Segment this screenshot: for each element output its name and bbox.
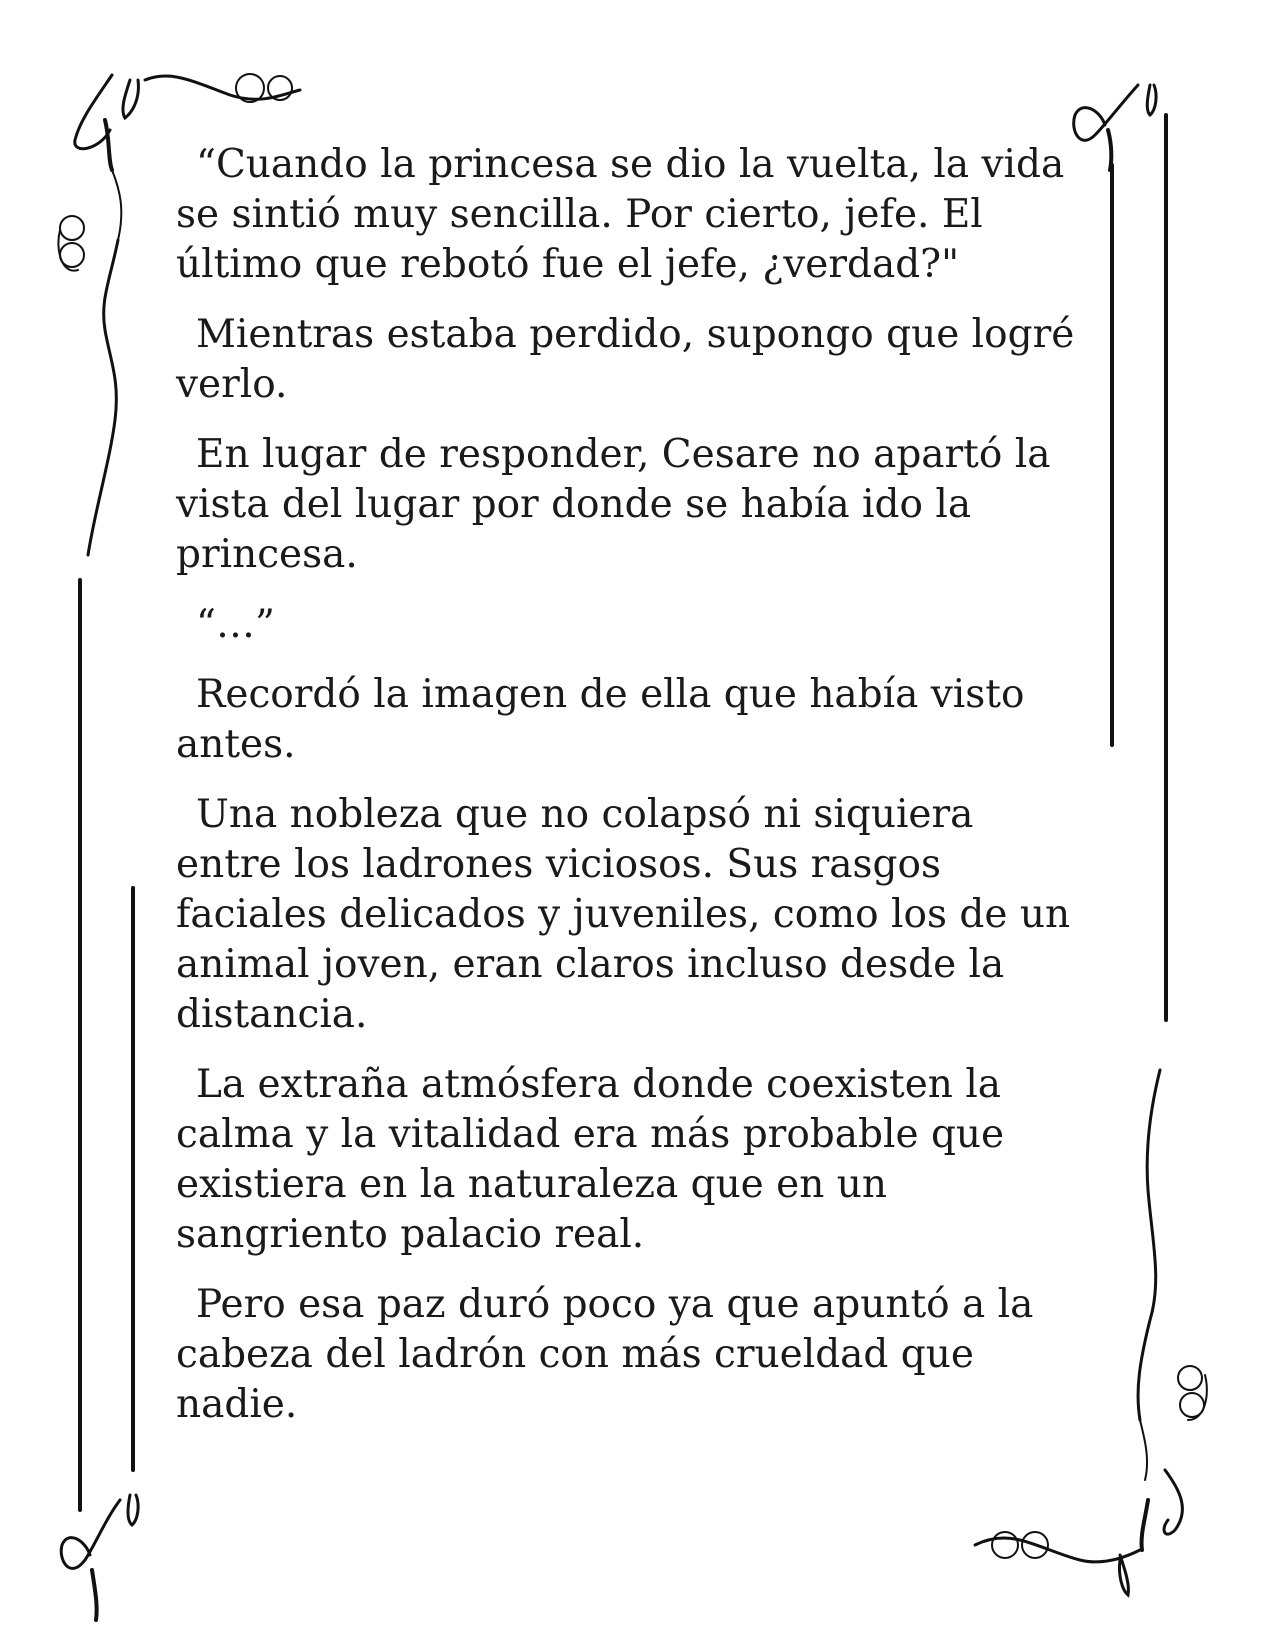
paragraph: Pero esa paz duró poco ya que apuntó a la cabeza del ladrón con más crueldad que nadie. [176,1282,1034,1427]
paragraph: La extraña atmósfera donde coexisten la calma y la vitalidad era más probable que existiera en la naturaleza que en un sangriento palacio real. [176,1062,1005,1257]
paragraph: “…” [196,602,275,647]
flourish-top-right-icon [1074,85,1156,170]
paragraph: Mientras estaba perdido, supongo que logré verlo. [176,312,1075,407]
paragraph: Una nobleza que no colapsó ni siquiera entre los ladrones viciosos. Sus rasgos faciales delicados y juveniles, como los de un animal joven, eran claros incluso desde la distancia. [176,792,1071,1037]
story-text [176,140,1076,1450]
paragraph: Recordó la imagen de ella que había visto antes. [176,672,1025,767]
paragraph: En lugar de responder, Cesare no apartó la vista del lugar por donde se había ido la princesa. [176,432,1051,577]
flourish-bottom-left-icon [61,1495,138,1620]
paragraph: “Cuando la princesa se dio la vuelta, la vida se sintió muy sencilla. Por cierto, jefe. El último que rebotó fue el jefe, ¿verdad?" [176,142,1065,287]
